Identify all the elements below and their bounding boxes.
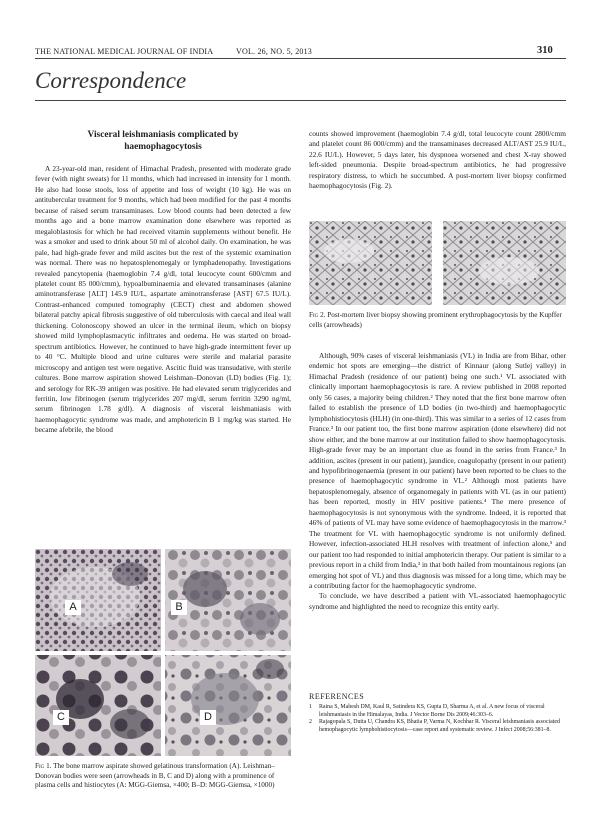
conclusion-paragraph: To conclude, we have described a patient with VL-associated haemophagocytic syndrome and highlighted the need to recognize this entity early.: [309, 591, 566, 611]
references-list: [309, 704, 566, 735]
volume-issue: VOL. 26, NO. 5, 2013: [236, 47, 312, 56]
figure1-caption: [35, 762, 291, 791]
right-column-text-discussion: [309, 351, 566, 612]
panel-label-b: B: [171, 600, 187, 615]
reference-number: 2: [309, 719, 312, 726]
references-heading: REFERENCES: [309, 692, 365, 701]
figure1-label: Fig 1.: [35, 762, 52, 770]
journal-name: THE NATIONAL MEDICAL JOURNAL OF INDIA: [35, 47, 214, 56]
figure2-caption-text: Post-mortem liver biopsy showing prominent erythrophagocytosis by the Kupffer cells (arrowheads): [309, 311, 562, 329]
panel-c-image: [35, 655, 161, 756]
article-title-line1: Visceral leishmaniasis complicated by: [87, 130, 239, 140]
bone-marrow-micrograph: [35, 549, 291, 756]
article-title-line2: haemophagocytosis: [124, 141, 202, 152]
section-rule: [35, 100, 566, 101]
case-paragraph: A 23-year-old man, resident of Himachal Pradesh, presented with moderate grade fever (with night sweats) for 11 months, which had increased in intensity for 1 month. He also had loose stools, loss of appetite and loss of weight (10 kg). He was on antitubercular treatment for 9 months, which had been modified for the past 4 months because of raised serum transaminases. Low blood counts had been detected a few months ago and a bone marrow examination done elsewhere was reported as megaloblastosis for which he had received vitamin supplements without benefit. He was a smoker and used to drink about 50 ml of alcohol daily. On examination, he was pale, had high-grade fever and mild ascites but the rest of the systemic examination was normal. There was no hepatosplenomegaly or lymphadenopathy. Investigations revealed pancytopenia (haemoglobin 7.4 g/dl, total leucocyte count 600/cmm and platelet count 85 000/cmm), hypoalbuminaemia and elevated transaminases (alanine aminotransferase [ALT] 145.9 IU/L, aspartate aminotransferase [AST] 67.5 IU/L). Contrast-enhanced computed tomography (CECT) chest and abdomen showed bilateral patchy apical fibrosis suggestive of old tuberculosis with caecal and ileal wall thickening. Colonoscopy showed an ulcer in the terminal ileum, which on biopsy showed mild lymphoplasmacytic infiltrates and oedema. He was started on broad-spectrum antibiotics. However, he continued to have high-grade intermittent fever up to 40 °C. Multiple blood and urine cultures were sterile and malarial parasite microscopy and antigen test were negative. Ascitic fluid was transudative, with sterile cultures. Bone marrow aspiration showed Leishman–Donovan (LD) bodies (Fig. 1); and serology for RK-39 antigen was positive. He had elevated serum triglycerides and ferritin, low fibrinogen (serum triglycerides 207 mg/dl, serum ferritin 3290 ng/ml, serum fibrinogen 1.78 g/dl). A diagnosis of visceral leishmaniasis with haemophagocytic syndrome was made, and amphotericin B 1 mg/kg was started. He became afebrile, the blood: [35, 164, 291, 435]
liver-biopsy-micrograph: [309, 221, 566, 305]
figure2-image: [309, 221, 566, 305]
reference-item: [309, 704, 566, 719]
page-number: 310: [537, 45, 553, 56]
reference-number: 1: [309, 704, 312, 710]
figure1-image: [35, 549, 291, 756]
figure1-caption-text: The bone marrow aspirate showed gelatinous transformation (A). Leishman–Donovan bodies were seen (arrowheads in B, C and D) along with a prominence of plasma cells and histiocytes (A: MGG-Giemsa, ×400; B–D: MGG-Giemsa, ×1000): [35, 762, 275, 790]
discussion-paragraph: Although, 90% cases of visceral leishmaniasis (VL) in India are from Bihar, other endemic hot spots are emerging—the district of Kinnaur (along Sutlej valley) in Himachal Pradesh (residence of our patient) being one such.¹ VL associated with clinically important haemophagocytosis is rare. A review published in 2008 reported only 56 cases, a majority being children.² They noted that the first bone marrow often failed to establish the presence of LD bodies (in two-third) and haemophagocytic lymphohistiocytosis (HLH) (in one-third). This was similar to a series of 12 cases from France.³ In our patient too, the first bone marrow aspiration (done elsewhere) did not show either, and the bone marrow at our institution failed to show haemophagocytosis. High-grade fever may be an important clue as found in the series from France.³ In addition, ascites (present in our patient), jaundice, coagulopathy (present in our patient) and hypofibrinogenaemia (present in our patient) have been reported to be clues to the presence of haemophagocytic syndrome in VL.² Although most patients have hepatosplenomegaly, absence of organomegaly in patients with VL (as in our patient) has been reported, mostly in HIV positive patients.⁴ The mere presence of haemophagocytosis is not synonymous with the syndrome. Indeed, it is reported that 46% of patients of VL may have some evidence of haemophagocytosis in the marrow.³ The treatment for VL with haemophagocytic syndrome is not uniformly defined. However, infection-associated HLH resolves with treatment of infection alone,⁵ and our patient too had responded to initial amphotericin therapy. Our patient is similar to a previous report in a child from India,³ in that both hailed from mountainous regions (an emerging hot spot of VL) and thus diagnosis was missed for a long time, which may be a contributing factor for the haemophagocytic syndrome.: [309, 351, 566, 590]
figure2-label: Fig 2.: [309, 311, 326, 319]
left-column-text: [35, 164, 291, 436]
panel-label-c: C: [53, 710, 69, 725]
article-title: [35, 130, 291, 153]
reference-item: [309, 719, 566, 734]
figure2-caption: [309, 311, 566, 330]
continuation-paragraph: counts showed improvement (haemoglobin 7.4 g/dl, total leucocyte count 2800/cmm and platelet count 86 000/cmm) and the transaminases decreased ALT/AST 25.9 IU/L, 22.6 IU/L). However, 5 days later, his dyspnoea worsened and chest X-ray showed left-sided pneumonia. Despite broad-spectrum antibiotics, he had progressive respiratory distress, to which he succumbed. A post-mortem liver biopsy confirmed haemophagocytosis (Fig. 2).: [309, 129, 566, 191]
right-column-text-top: [309, 129, 566, 192]
reference-text: Rajagopala S, Dutta U, Chandra KS, Bhatia P, Varma N, Kochhar R. Visceral leishmaniasis associated hemophagocytic lymphohistiocytosis—case report and systematic review. J Infect 2008;56:381–8.: [319, 719, 560, 734]
section-title: Correspondence: [35, 68, 187, 93]
panel-a-image: [35, 549, 161, 651]
panel-label-a: A: [65, 600, 81, 615]
panel-label-d: D: [200, 710, 216, 725]
header-rule: [35, 58, 566, 59]
reference-text: Raina S, Mahesh DM, Kaul R, Satindera KS, Gupta D, Sharma A, et al. A new focus of visceral leishmaniasis in the Himalayas, India. J Vector Borne Dis 2009;46:303–6.: [319, 704, 545, 718]
panel-d-image: [165, 655, 291, 756]
